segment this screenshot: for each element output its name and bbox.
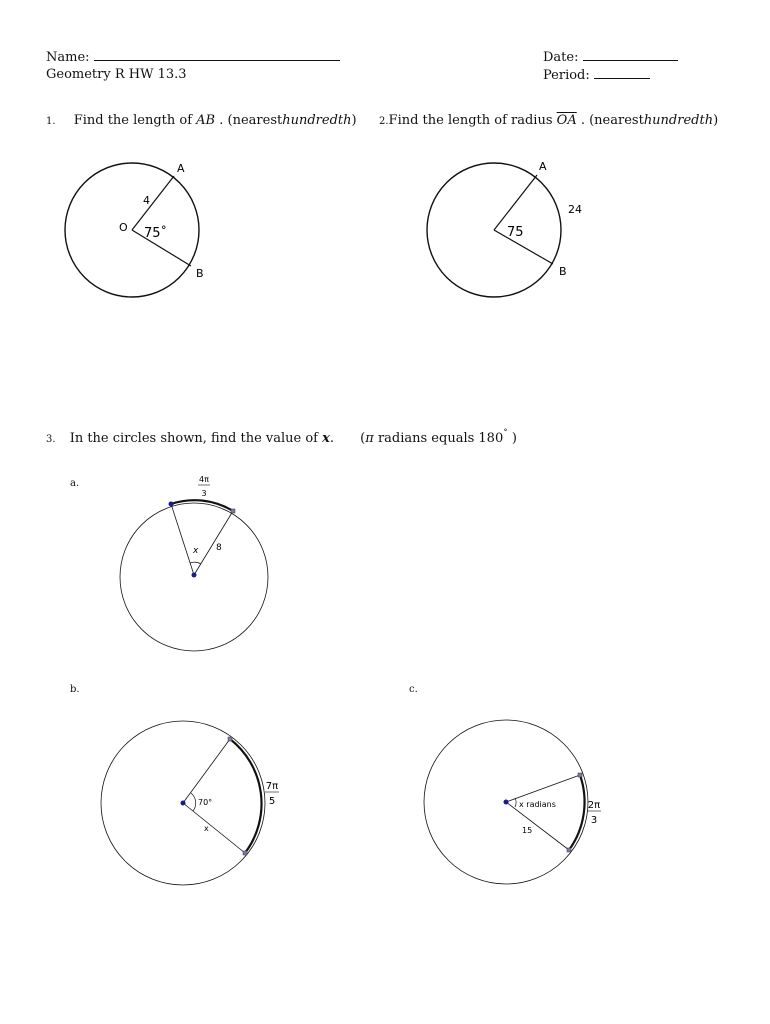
arc-name: AB — [196, 113, 216, 128]
q3b-point-1 — [228, 737, 232, 741]
q3c-angle-label: x radians — [519, 800, 556, 809]
q2-radius-oa — [494, 175, 537, 230]
q3b-var-label: x — [204, 824, 209, 833]
variable: x — [322, 431, 330, 446]
paren: ( — [360, 431, 366, 446]
q3c-radius-label: 15 — [522, 826, 533, 835]
course-title: Geometry R HW 13.3 — [46, 67, 187, 82]
q3a-point-1 — [169, 502, 174, 507]
q3c-arc — [569, 775, 585, 850]
q3c-arc-num: 2π — [587, 800, 601, 811]
question-text: Find the length of — [73, 113, 193, 128]
paren: ) — [511, 431, 517, 446]
q3c-radius-1 — [506, 775, 580, 802]
question-text: Find the length of radius — [388, 113, 553, 128]
q3b-arc — [230, 739, 262, 853]
q1-label-b: B — [196, 267, 204, 280]
q3c-center-point — [504, 800, 509, 805]
q1-label-o: O — [119, 221, 128, 234]
q3c-angle-mark — [515, 798, 516, 807]
q3b-arc-den: 5 — [268, 796, 276, 807]
q3a-arc-num: 4π — [199, 475, 209, 484]
q2-angle-label: 75 — [507, 225, 524, 240]
part-c-label: c. — [409, 684, 418, 695]
q3c-point-2 — [567, 848, 571, 852]
q2-diagram — [427, 160, 582, 297]
q1-radius-label: 4 — [143, 194, 150, 207]
q3b-angle-mark — [191, 793, 196, 811]
part-b-label: b. — [70, 684, 80, 695]
q3c-point-1 — [578, 773, 582, 777]
q3b-radius-1 — [183, 739, 230, 803]
paren: ) — [351, 113, 357, 128]
question-text: . (nearest — [580, 113, 644, 128]
q1-diagram — [65, 162, 204, 297]
q3a-diagram — [120, 475, 268, 651]
degree-symbol: ˚ — [503, 430, 508, 440]
q3a-var-label: x — [193, 546, 199, 556]
q2-label-b: B — [559, 265, 567, 278]
q3b-diagram — [101, 721, 279, 885]
date-label: Date: — [543, 50, 579, 65]
q3a-center-point — [192, 573, 197, 578]
punct: . — [329, 431, 335, 446]
q3a-arc-den: 3 — [201, 489, 207, 498]
question-number: 1. — [46, 116, 56, 127]
pi-symbol: π — [365, 431, 374, 446]
precision-word: hundredth — [643, 113, 714, 128]
q1-radius-oa — [132, 176, 174, 230]
q3b-point-2 — [243, 851, 247, 855]
q3a-point-2 — [231, 509, 235, 513]
q1-label-a: A — [177, 162, 185, 175]
period-label: Period: — [543, 68, 590, 83]
question-text: In the circles shown, find the value of — [69, 431, 318, 446]
precision-word: hundredth — [282, 113, 352, 128]
q2-label-a: A — [539, 160, 547, 173]
q3a-angle-mark — [190, 562, 201, 564]
q1-angle-label: 75˚ — [144, 226, 168, 241]
paren: ) — [713, 113, 719, 128]
name-label: Name: — [46, 50, 90, 65]
q3a-radius-1 — [171, 504, 194, 575]
note-text: radians equals 180 — [377, 431, 504, 446]
q3b-radius-2 — [183, 803, 245, 853]
q3b-arc-num: 7π — [265, 781, 279, 792]
q3b-angle-label: 70° — [198, 798, 213, 807]
segment-name: $\overline{OA}$ — [556, 113, 577, 128]
question-text: . (nearest — [219, 113, 283, 128]
q3c-arc-den: 3 — [590, 815, 598, 826]
q3a-radius-2 — [194, 511, 233, 575]
question-number: 3. — [46, 434, 56, 445]
part-a-label: a. — [70, 478, 80, 489]
q3b-center-point — [181, 801, 186, 806]
q3a-radius-label: 8 — [216, 543, 222, 553]
q3c-radius-2 — [506, 802, 569, 850]
q3c-diagram — [424, 720, 601, 884]
question-number: 2. — [379, 116, 389, 127]
q2-arc-label: 24 — [568, 203, 582, 216]
